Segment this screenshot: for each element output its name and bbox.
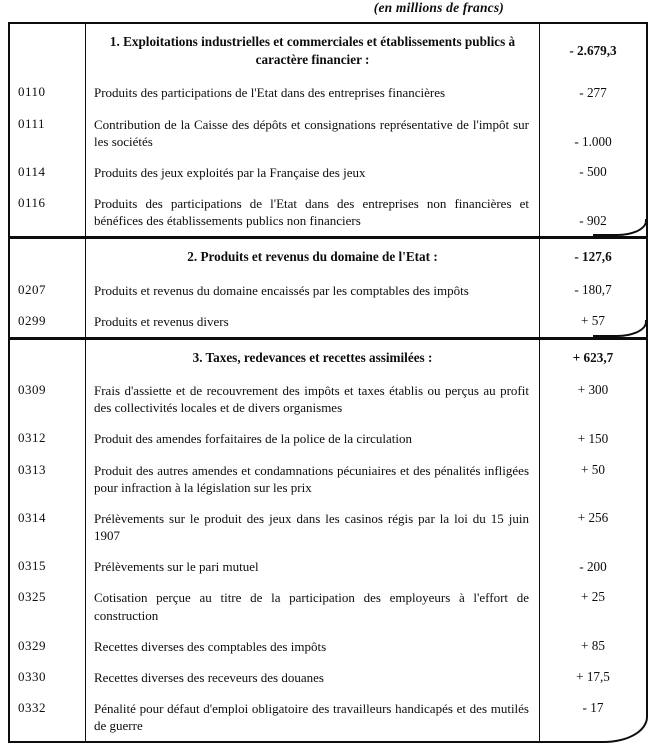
table-row	[10, 551, 646, 582]
row-code: 0309	[10, 375, 86, 423]
table-row	[10, 375, 646, 423]
row-code: 0207	[10, 275, 86, 306]
row-code: 0110	[10, 77, 86, 108]
table-row	[10, 693, 646, 741]
row-code: 0330	[10, 662, 86, 693]
table-row	[10, 306, 646, 337]
table-section	[10, 236, 646, 337]
table-section	[10, 24, 646, 236]
table-section	[10, 337, 646, 741]
row-label: Produits des jeux exploités par la Française des jeux	[86, 157, 540, 188]
table-row	[10, 503, 646, 551]
row-code: 0114	[10, 157, 86, 188]
row-label: Recettes diverses des receveurs des douanes	[86, 662, 540, 693]
table-row	[10, 455, 646, 503]
unit-note: (en millions de francs)	[373, 0, 504, 15]
row-label: Produits des participations de l'Etat dans des entreprises non financières et bénéfices des établissements publics non financiers	[86, 188, 540, 236]
table-row	[10, 157, 646, 188]
section-title: 2. Produits et revenus du domaine de l'Etat :	[86, 239, 540, 274]
table-row	[10, 582, 646, 630]
row-code: 0332	[10, 693, 86, 741]
table-row	[10, 188, 646, 236]
row-value: + 300	[577, 382, 609, 398]
row-value: + 57	[581, 313, 605, 329]
row-code: 0111	[10, 109, 86, 157]
row-label: Produits des participations de l'Etat dans des entreprises financières	[86, 77, 540, 108]
row-label: Contribution de la Caisse des dépôts et consignations représentative de l'impôt sur les sociétés	[86, 109, 540, 157]
row-value: - 500	[579, 164, 607, 180]
row-value: - 200	[579, 558, 607, 574]
budget-table	[8, 22, 648, 743]
table-row	[10, 77, 646, 108]
table-row	[10, 631, 646, 662]
section-title: 3. Taxes, redevances et recettes assimilées :	[86, 340, 540, 375]
row-value: + 17,5	[576, 669, 610, 685]
row-value: - 277	[579, 85, 607, 101]
row-label: Produit des amendes forfaitaires de la police de la circulation	[86, 423, 540, 454]
row-value: - 902	[579, 213, 607, 229]
row-value: + 50	[581, 461, 605, 477]
row-code: 0314	[10, 503, 86, 551]
row-code: 0116	[10, 188, 86, 236]
row-code: 0325	[10, 582, 86, 630]
row-value: + 25	[581, 589, 605, 605]
row-label: Prélèvements sur le pari mutuel	[86, 551, 540, 582]
section-header-code-spacer	[10, 239, 86, 274]
row-value: + 256	[577, 509, 609, 525]
section-header-row	[10, 24, 646, 77]
row-code: 0299	[10, 306, 86, 337]
table-row	[10, 423, 646, 454]
row-label: Produits et revenus du domaine encaissés par les comptables des impôts	[86, 275, 540, 306]
row-value: + 150	[577, 431, 609, 447]
row-code: 0315	[10, 551, 86, 582]
section-header-code-spacer	[10, 24, 86, 77]
row-value: + 85	[581, 638, 605, 654]
section-header-code-spacer	[10, 340, 86, 375]
section-total: + 623,7	[572, 349, 614, 365]
row-label: Prélèvements sur le produit des jeux dans les casinos régis par la loi du 15 juin 1907	[86, 503, 540, 551]
section-total: - 2.679,3	[569, 42, 617, 58]
section-header-row	[10, 340, 646, 375]
row-label: Recettes diverses des comptables des impôts	[86, 631, 540, 662]
row-code: 0312	[10, 423, 86, 454]
row-label: Frais d'assiette et de recouvrement des impôts et taxes établis ou perçus au profit des collectivités locales et de divers organismes	[86, 375, 540, 423]
section-header-row	[10, 239, 646, 274]
row-code: 0329	[10, 631, 86, 662]
row-value: - 180,7	[574, 282, 612, 298]
row-label: Cotisation perçue au titre de la participation des employeurs à l'effort de construction	[86, 582, 540, 630]
table-row	[10, 662, 646, 693]
row-code: 0313	[10, 455, 86, 503]
row-label: Pénalité pour défaut d'emploi obligatoire des travailleurs handicapés et des mutilés de guerre	[86, 693, 540, 741]
row-label: Produits et revenus divers	[86, 306, 540, 337]
table-row	[10, 275, 646, 306]
table-row	[10, 109, 646, 157]
section-title: 1. Exploitations industrielles et commerciales et établissements publics à caractère financier :	[86, 24, 540, 77]
section-total: - 127,6	[574, 248, 612, 264]
row-label: Produit des autres amendes et condamnations pécuniaires et des pénalités infligées pour infraction à la législation sur les prix	[86, 455, 540, 503]
row-value: - 17	[582, 700, 604, 715]
row-value: - 1.000	[574, 133, 612, 149]
